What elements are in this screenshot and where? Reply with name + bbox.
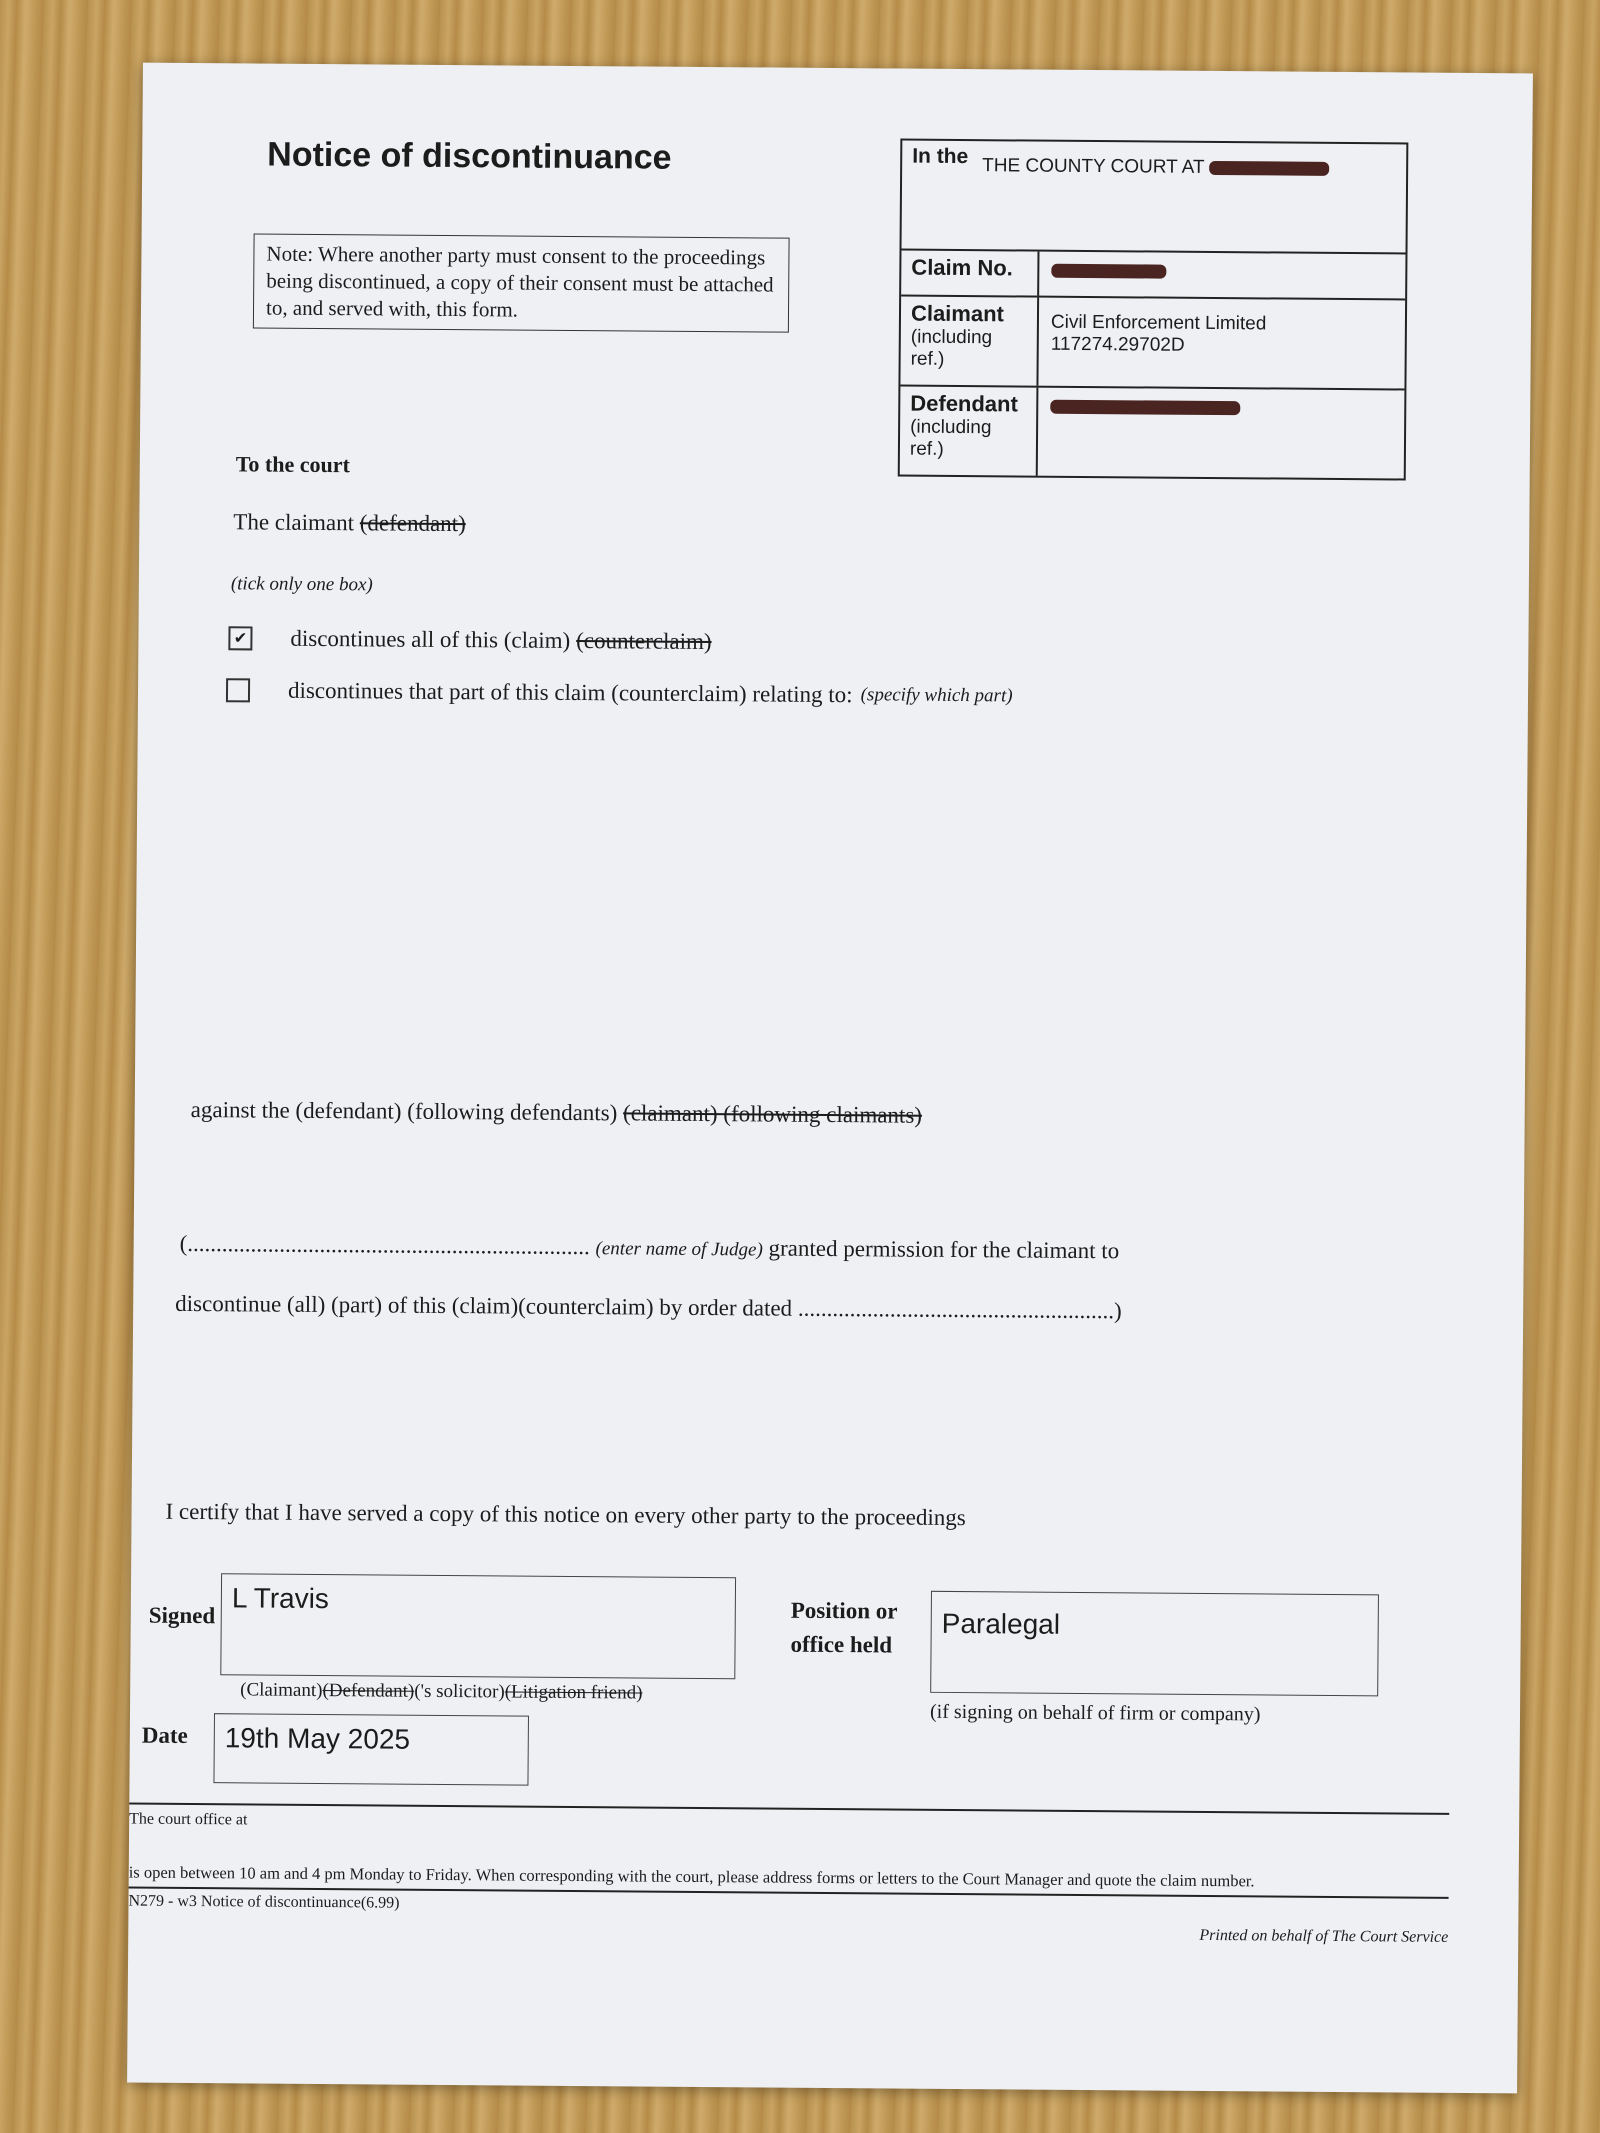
defendant-value [1038,388,1405,479]
discontinue-text: discontinue (all) (part) of this (claim)(counterclaim) by order dated [175,1290,793,1321]
claim-no-row [901,249,1405,299]
claim-no-label: Claim No. [901,251,1039,296]
option2-hint: (specify which part) [860,684,1013,707]
claimant-row [900,295,1405,389]
judge-dots: ...................................................................... [187,1230,590,1260]
date-field[interactable]: 19th May 2025 [213,1713,529,1785]
defendant-sub-label: (including ref.) [909,416,992,460]
claimant-line-struck: (defendant) [359,510,466,537]
redaction-mark [1051,264,1166,279]
claimant-line [233,509,466,537]
signed-field[interactable]: L Travis [220,1573,736,1679]
against-text: against the (defendant) (following defendants) [190,1096,618,1126]
in-the-label: In the [912,144,969,169]
position-note: (if signing on behalf of firm or company) [929,1700,1261,1726]
judge-text: granted permission for the claimant to [768,1235,1120,1264]
redaction-mark [1209,161,1329,176]
role-litigation-friend-struck: (Litigation friend) [504,1681,643,1704]
option-discontinue-part [226,677,1013,709]
form-code: N279 - w3 Notice of discontinuance(6.99) [128,1892,400,1912]
role-solicitor: ('s solicitor) [414,1680,505,1703]
consent-note: Note: Where another party must consent to the proceedings being discontinued, a copy of their consent must be attached to, and served with, this form. [253,233,790,332]
footer-rule-top [129,1803,1449,1815]
claimant-label-cell [900,297,1039,386]
claim-no-value [1039,252,1405,299]
judge-line [180,1231,1120,1264]
claimant-ref: 117274.29702D [1050,333,1185,356]
court-office-label: The court office at [129,1810,248,1829]
opening-hours: is open between 10 am and 4 pm Monday to Friday. When corresponding with the court, please address forms or letters to the Court Manager and quote the claim number. [128,1862,1255,1891]
signed-label: Signed [148,1602,216,1629]
role-claimant: (Claimant) [240,1679,323,1702]
court-details-table [898,139,1409,481]
claimant-sub-label: (including ref.) [910,326,993,370]
to-court-heading: To the court [235,451,350,478]
form-title: Notice of discontinuance [267,135,672,177]
against-struck: (claimant) (following claimants) [622,1100,923,1128]
option-discontinue-all [228,625,711,655]
option2-text: discontinues that part of this claim (counterclaim) relating to: [287,677,853,708]
discontinue-close: ) [1114,1298,1122,1324]
defendant-label-cell [900,387,1039,476]
court-name-text: THE COUNTY COURT AT [982,155,1205,178]
position-label-line2: office held [790,1631,893,1658]
checkbox-discontinue-part[interactable] [226,678,250,702]
court-name [978,141,1334,252]
option1-struck: (counterclaim) [576,627,712,655]
claimant-value [1038,298,1405,389]
tick-instruction: (tick only one box) [230,573,373,596]
position-field[interactable]: Paralegal [930,1591,1379,1697]
judge-hint: (enter name of Judge) [595,1238,763,1261]
redaction-mark [1050,400,1240,415]
option1-text: discontinues all of this (claim) [290,625,571,653]
claimant-label: Claimant [910,300,1005,327]
position-label [790,1594,897,1663]
position-label-line1: Position or [790,1597,898,1624]
discontinue-order-line [175,1291,1122,1324]
printed-by: Printed on behalf of The Court Service [1199,1926,1449,1946]
against-line [191,1097,922,1129]
defendant-label: Defendant [910,390,1018,417]
signer-role [240,1679,642,1704]
discontinue-dots: ....................................................... [797,1295,1115,1324]
certify-statement: I certify that I have served a copy of this notice on every other party to the proceedings [165,1498,966,1531]
checkbox-discontinue-all[interactable]: ✔ [228,626,252,650]
form-page [127,63,1533,2094]
defendant-row [900,385,1405,479]
court-row [902,141,1407,253]
claimant-name: Civil Enforcement Limited [1050,311,1267,335]
judge-open: ( [179,1230,188,1256]
claimant-line-text: The claimant [233,509,355,536]
date-label: Date [141,1722,188,1748]
role-defendant-struck: (Defendant) [322,1680,415,1702]
